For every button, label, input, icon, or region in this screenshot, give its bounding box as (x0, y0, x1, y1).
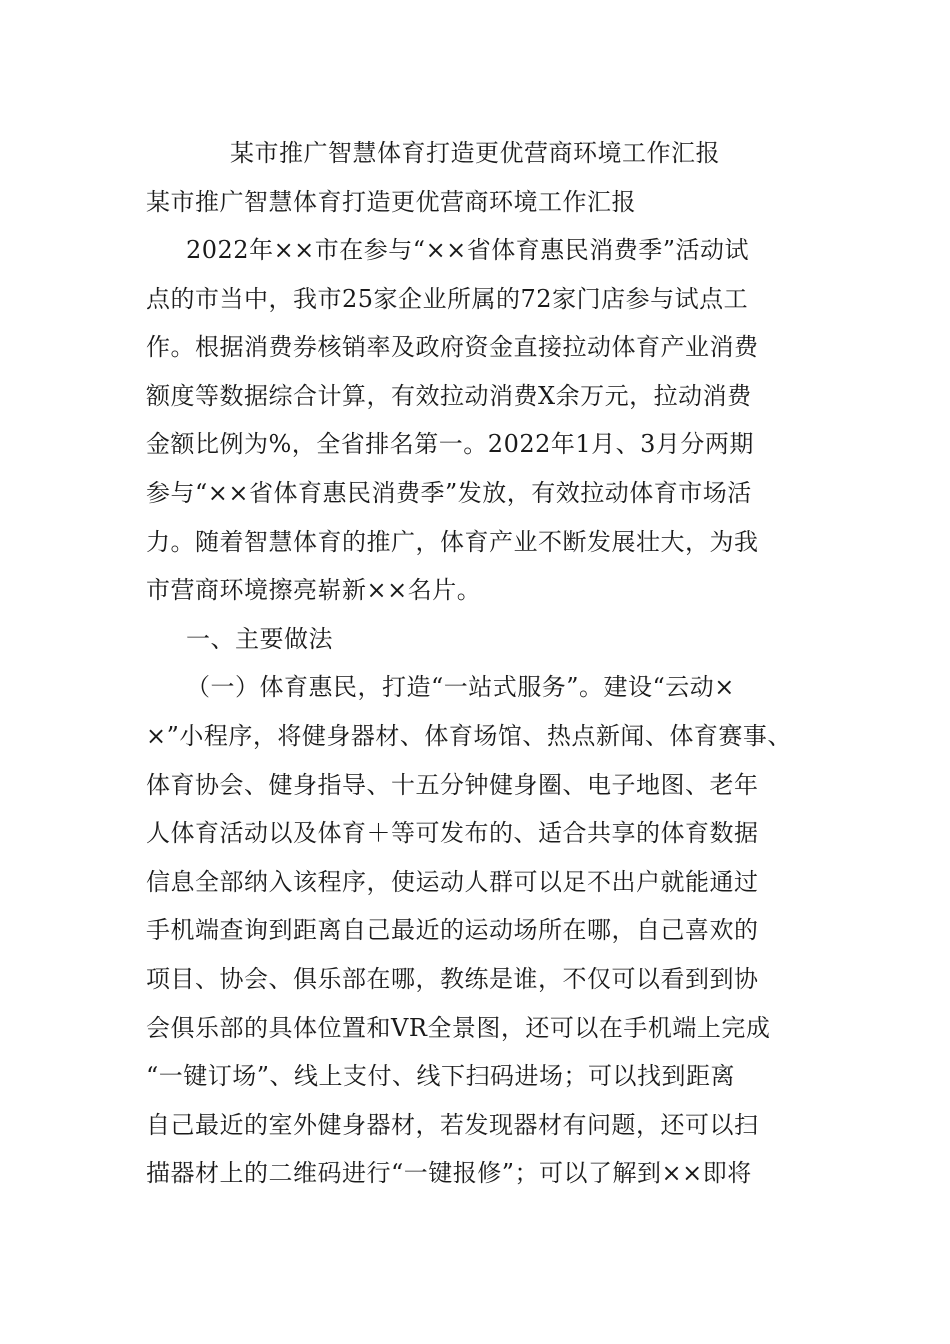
paragraph-line: 金额比例为%，全省排名第一。2022年1月、3月分两期 (146, 430, 754, 459)
section-heading: 一、主要做法 (186, 624, 333, 653)
paragraph-line: 人体育活动以及体育＋等可发布的、适合共享的体育数据 (146, 819, 759, 848)
paragraph-line: 力。随着智慧体育的推广，体育产业不断发展壮大，为我 (146, 527, 759, 556)
paragraph-line: 体育协会、健身指导、十五分钟健身圈、电子地图、老年 (146, 770, 759, 799)
paragraph-line: 描器材上的二维码进行“一键报修”；可以了解到××即将 (146, 1159, 752, 1188)
paragraph-line: 参与“××省体育惠民消费季”发放，有效拉动体育市场活 (146, 478, 752, 507)
paragraph-line: 会俱乐部的具体位置和VR全景图，还可以在手机端上完成 (146, 1013, 771, 1042)
paragraph-line: 自己最近的室外健身器材，若发现器材有问题，还可以扫 (146, 1110, 759, 1139)
paragraph-line: 信息全部纳入该程序，使运动人群可以足不出户就能通过 (146, 867, 759, 896)
document-title: 某市推广智慧体育打造更优营商环境工作汇报 (230, 139, 720, 167)
paragraph-line: “一键订场”、线上支付、线下扫码进场；可以找到距离 (146, 1062, 736, 1091)
paragraph-line: 作。根据消费券核销率及政府资金直接拉动体育产业消费 (146, 333, 759, 362)
paragraph-line: 2022年××市在参与“××省体育惠民消费季”活动试 (186, 236, 750, 264)
paragraph-line: 点的市当中，我市25家企业所属的72家门店参与试点工 (146, 284, 749, 313)
paragraph-line: 市营商环境擦亮崭新××名片。 (146, 576, 482, 605)
document-body (146, 230, 826, 1202)
paragraph-line: ×”小程序，将健身器材、体育场馆、热点新闻、体育赛事、 (146, 721, 792, 750)
paragraph-line: 项目、协会、俱乐部在哪，教练是谁，不仅可以看到到协 (146, 964, 759, 993)
paragraph-line: 额度等数据综合计算，有效拉动消费X余万元，拉动消费 (146, 381, 752, 410)
paragraph-line: 手机端查询到距离自己最近的运动场所在哪，自己喜欢的 (146, 916, 759, 945)
document-subtitle: 某市推广智慧体育打造更优营商环境工作汇报 (146, 188, 636, 216)
paragraph-line: （一）体育惠民，打造“一站式服务”。建设“云动× (186, 673, 735, 702)
